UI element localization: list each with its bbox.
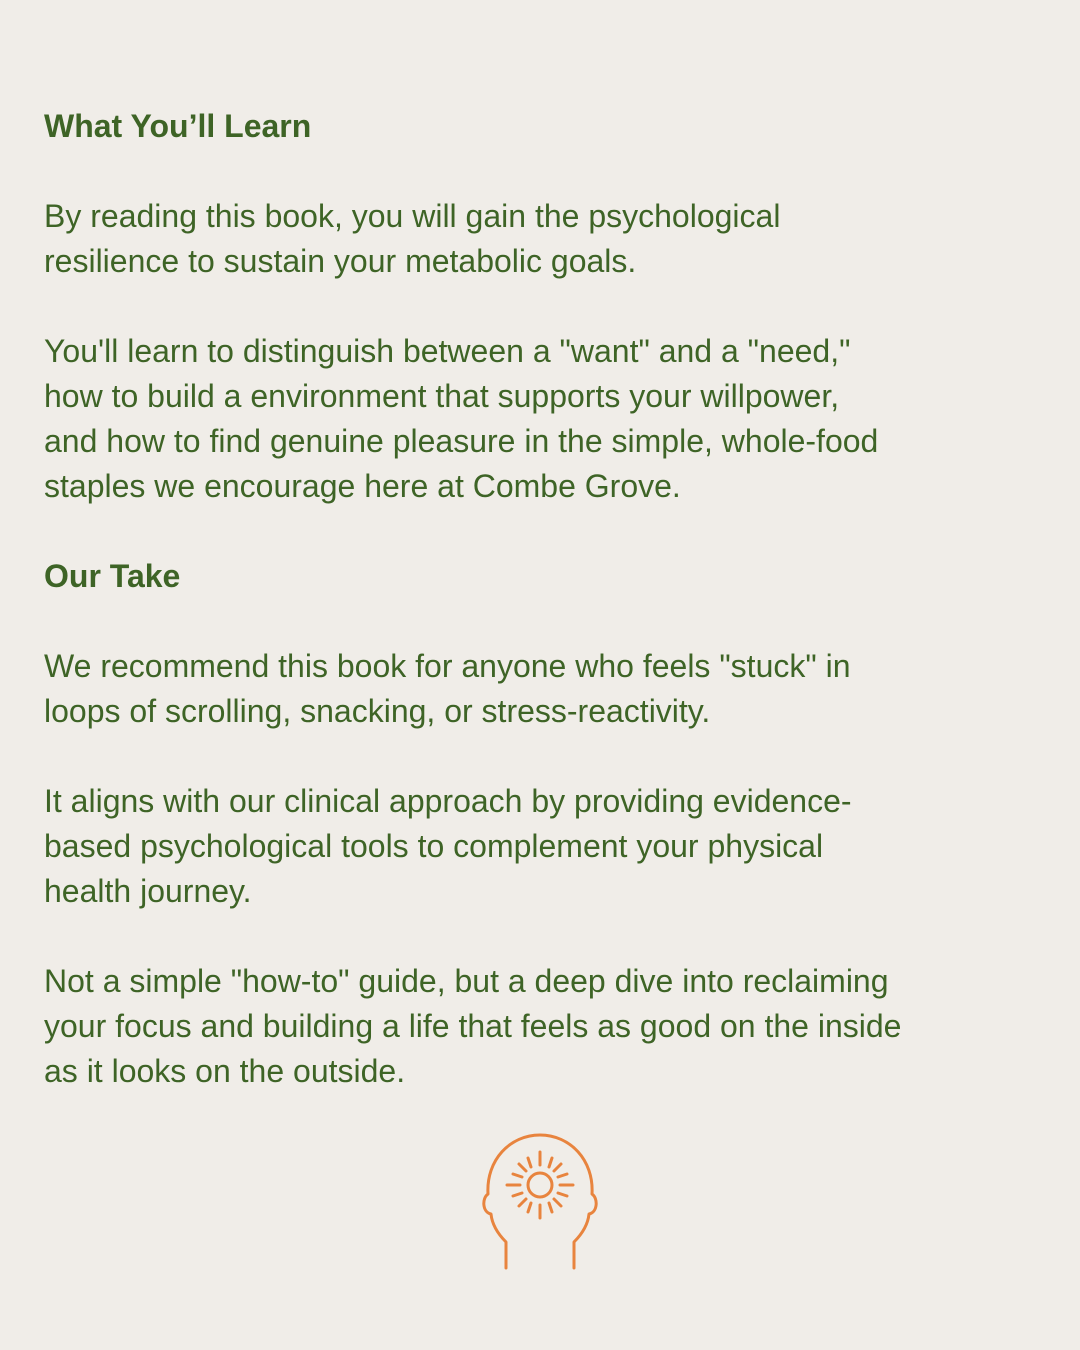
text-line: You'll learn to distinguish between a "want" and a "need,": [44, 333, 851, 369]
text-line: resilience to sustain your metabolic goals.: [44, 243, 637, 279]
text-line: based psychological tools to complement your physical: [44, 828, 824, 864]
paragraph-take-deep-dive: [44, 959, 1044, 1094]
text-line: By reading this book, you will gain the psychological: [44, 198, 781, 234]
text-line: loops of scrolling, snacking, or stress-reactivity.: [44, 693, 711, 729]
paragraph-take-clinical: [44, 779, 1044, 914]
text-line: staples we encourage here at Combe Grove.: [44, 468, 681, 504]
text-line: Not a simple "how-to" guide, but a deep dive into reclaiming: [44, 963, 889, 999]
text-line: It aligns with our clinical approach by providing evidence-: [44, 783, 852, 819]
head-with-sun-icon: [480, 1130, 600, 1272]
article-body: [44, 104, 1044, 1139]
text-line: as it looks on the outside.: [44, 1053, 406, 1089]
paragraph-learn-intro: [44, 194, 1044, 284]
text-line: health journey.: [44, 873, 252, 909]
heading-our-take: Our Take: [44, 558, 181, 594]
heading-what-youll-learn: What You’ll Learn: [44, 108, 312, 144]
paragraph-learn-details: [44, 329, 1044, 509]
text-line: We recommend this book for anyone who feels "stuck" in: [44, 648, 851, 684]
text-line: how to build a environment that supports your willpower,: [44, 378, 840, 414]
text-line: your focus and building a life that feels as good on the inside: [44, 1008, 902, 1044]
paragraph-take-recommend: [44, 644, 1044, 734]
text-line: and how to find genuine pleasure in the simple, whole-food: [44, 423, 879, 459]
